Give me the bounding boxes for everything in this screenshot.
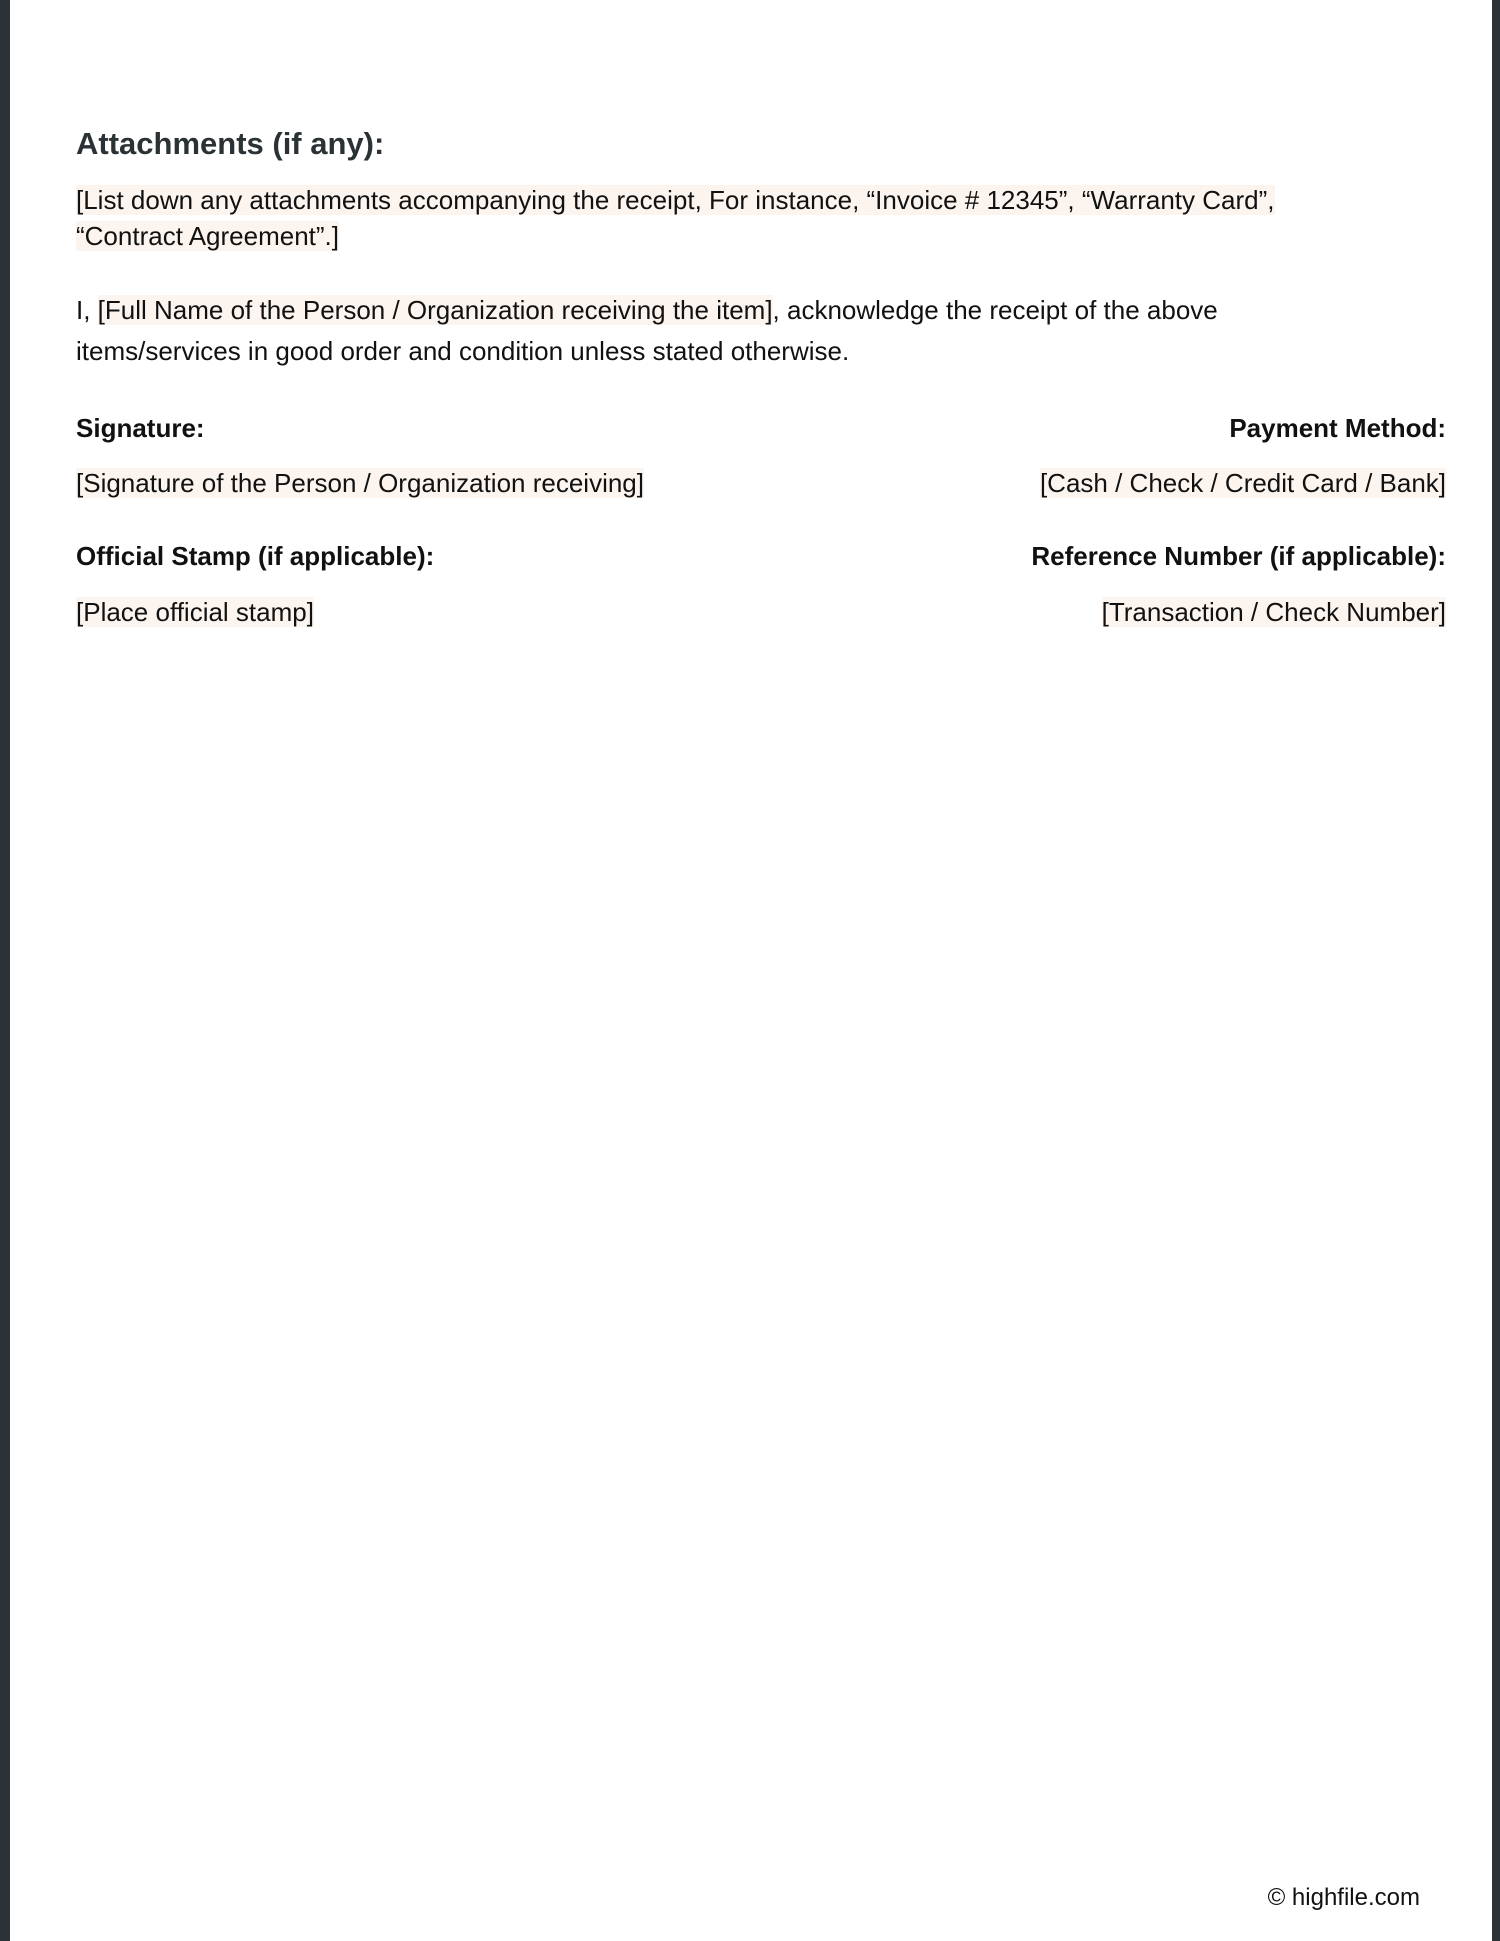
acknowledgement-prefix: I, [76, 295, 98, 325]
acknowledgement-suffix: , acknowledge the receipt of the above [772, 295, 1218, 325]
acknowledgement-paragraph [76, 290, 1396, 372]
receiver-name-placeholder: [Full Name of the Person / Organization receiving the item] [97, 295, 773, 325]
payment-method-value [1040, 466, 1446, 500]
signature-placeholder: [Signature of the Person / Organization receiving] [76, 468, 644, 498]
payment-method-label: Payment Method: [1229, 413, 1446, 443]
attachments-heading: Attachments (if any): [76, 126, 385, 161]
official-stamp-placeholder: [Place official stamp] [76, 597, 314, 627]
payment-method-placeholder: [Cash / Check / Credit Card / Bank] [1039, 468, 1446, 498]
acknowledgement-line2: items/services in good order and condition unless stated otherwise. [76, 336, 850, 366]
signature-label: Signature: [76, 413, 205, 443]
footer-copyright: © highfile.com [1267, 1884, 1420, 1911]
official-stamp-value [76, 595, 314, 629]
attachments-text [76, 182, 1396, 254]
signature-value [76, 466, 644, 500]
reference-number-placeholder: [Transaction / Check Number] [1101, 597, 1446, 627]
official-stamp-label: Official Stamp (if applicable): [76, 541, 435, 571]
document-page [10, 0, 1492, 1941]
attachments-placeholder-line2: “Contract Agreement”.] [76, 221, 339, 251]
reference-number-value [1102, 595, 1446, 629]
reference-number-label: Reference Number (if applicable): [1031, 541, 1446, 571]
attachments-placeholder-line1: [List down any attachments accompanying the receipt, For instance, “Invoice # 12345”, “Warranty Card”, [76, 185, 1275, 215]
